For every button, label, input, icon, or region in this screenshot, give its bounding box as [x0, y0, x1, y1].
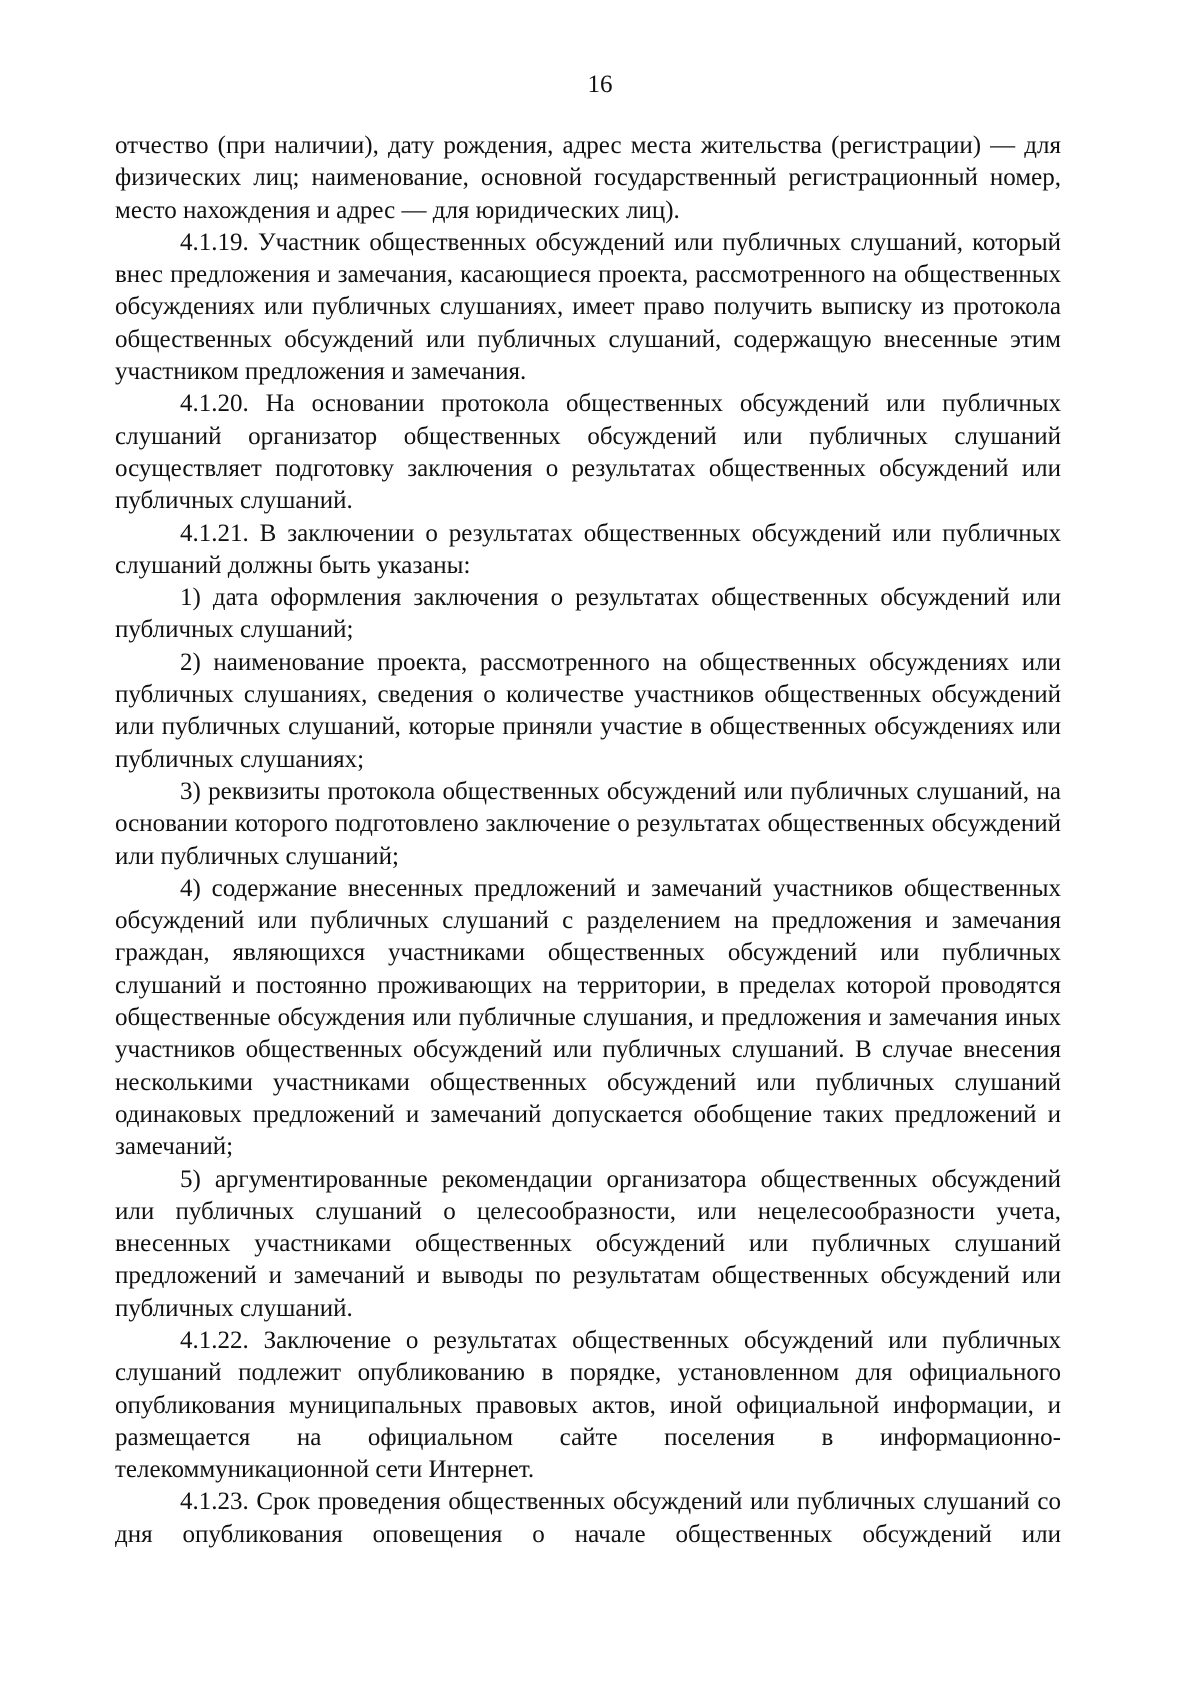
document-body: [115, 130, 1061, 1551]
paragraph-4-1-22: 4.1.22. Заключение о результатах общественных обсуждений или публичных слушаний подлежит опубликованию в порядке, установленном для официального опубликования муниципальных правовых актов, иной официальной информации, и размещается на официальном сайте поселения в информационно-телекоммуникационной сети Интернет.: [115, 1326, 1061, 1484]
paragraph-4-1-19: 4.1.19. Участник общественных обсуждений или публичных слушаний, который внес предложения и замечания, касающиеся проекта, рассмотренного на общественных обсуждениях или публичных слушаниях, имеет право получить выписку из протокола общественных обсуждений или публичных слушаний, содержащую внесенные этим участником предложения и замечания.: [115, 228, 1061, 386]
list-item-1: 1) дата оформления заключения о результатах общественных обсуждений или публичных слушаний;: [115, 584, 1061, 644]
page-number: 16: [587, 71, 613, 98]
list-item-5: 5) аргументированные рекомендации организатора общественных обсуждений или публичных слушаний о целесообразности, или нецелесообразности учета, внесенных участниками общественных обсуждений или публичных слушаний предложений и замечаний и выводы по результатам общественных обсуждений или публичных слушаний.: [115, 1165, 1061, 1322]
list-item-4: 4) содержание внесенных предложений и замечаний участников общественных обсуждений или публичных слушаний с разделением на предложения и замечания граждан, являющихся участниками общественных обсуждений или публичных слушаний и постоянно проживающих на территории, в пределах которой проводятся общественные обсуждения или публичные слушания, и предложения и замечания иных участников общественных обсуждений или публичных слушаний. В случае внесения несколькими участниками общественных обсуждений или публичных слушаний одинаковых предложений и замечаний допускается обобщение таких предложений и замечаний;: [115, 874, 1061, 1161]
paragraph-4-1-21: 4.1.21. В заключении о результатах общественных обсуждений или публичных слушаний должны быть указаны:: [115, 519, 1061, 579]
list-item-3: 3) реквизиты протокола общественных обсуждений или публичных слушаний, на основании которого подготовлено заключение о результатах общественных обсуждений или публичных слушаний;: [115, 777, 1061, 870]
paragraph-continuation: отчество (при наличии), дату рождения, адрес места жительства (регистрации) — для физических лиц; наименование, основной государственный регистрационный номер, место нахождения и адрес — для юридических лиц).: [115, 132, 1061, 224]
list-item-2: 2) наименование проекта, рассмотренного на общественных обсуждениях или публичных слушаниях, сведения о количестве участников общественных обсуждений или публичных слушаний, которые приняли участие в общественных обсуждениях или публичных слушаниях;: [115, 648, 1061, 773]
paragraph-4-1-20: 4.1.20. На основании протокола общественных обсуждений или публичных слушаний организатор общественных обсуждений или публичных слушаний осуществляет подготовку заключения о результатах общественных обсуждений или публичных слушаний.: [115, 390, 1061, 515]
paragraph-4-1-23: 4.1.23. Срок проведения общественных обсуждений или публичных слушаний со дня опубликования оповещения о начале общественных обсуждений или: [115, 1488, 1061, 1548]
